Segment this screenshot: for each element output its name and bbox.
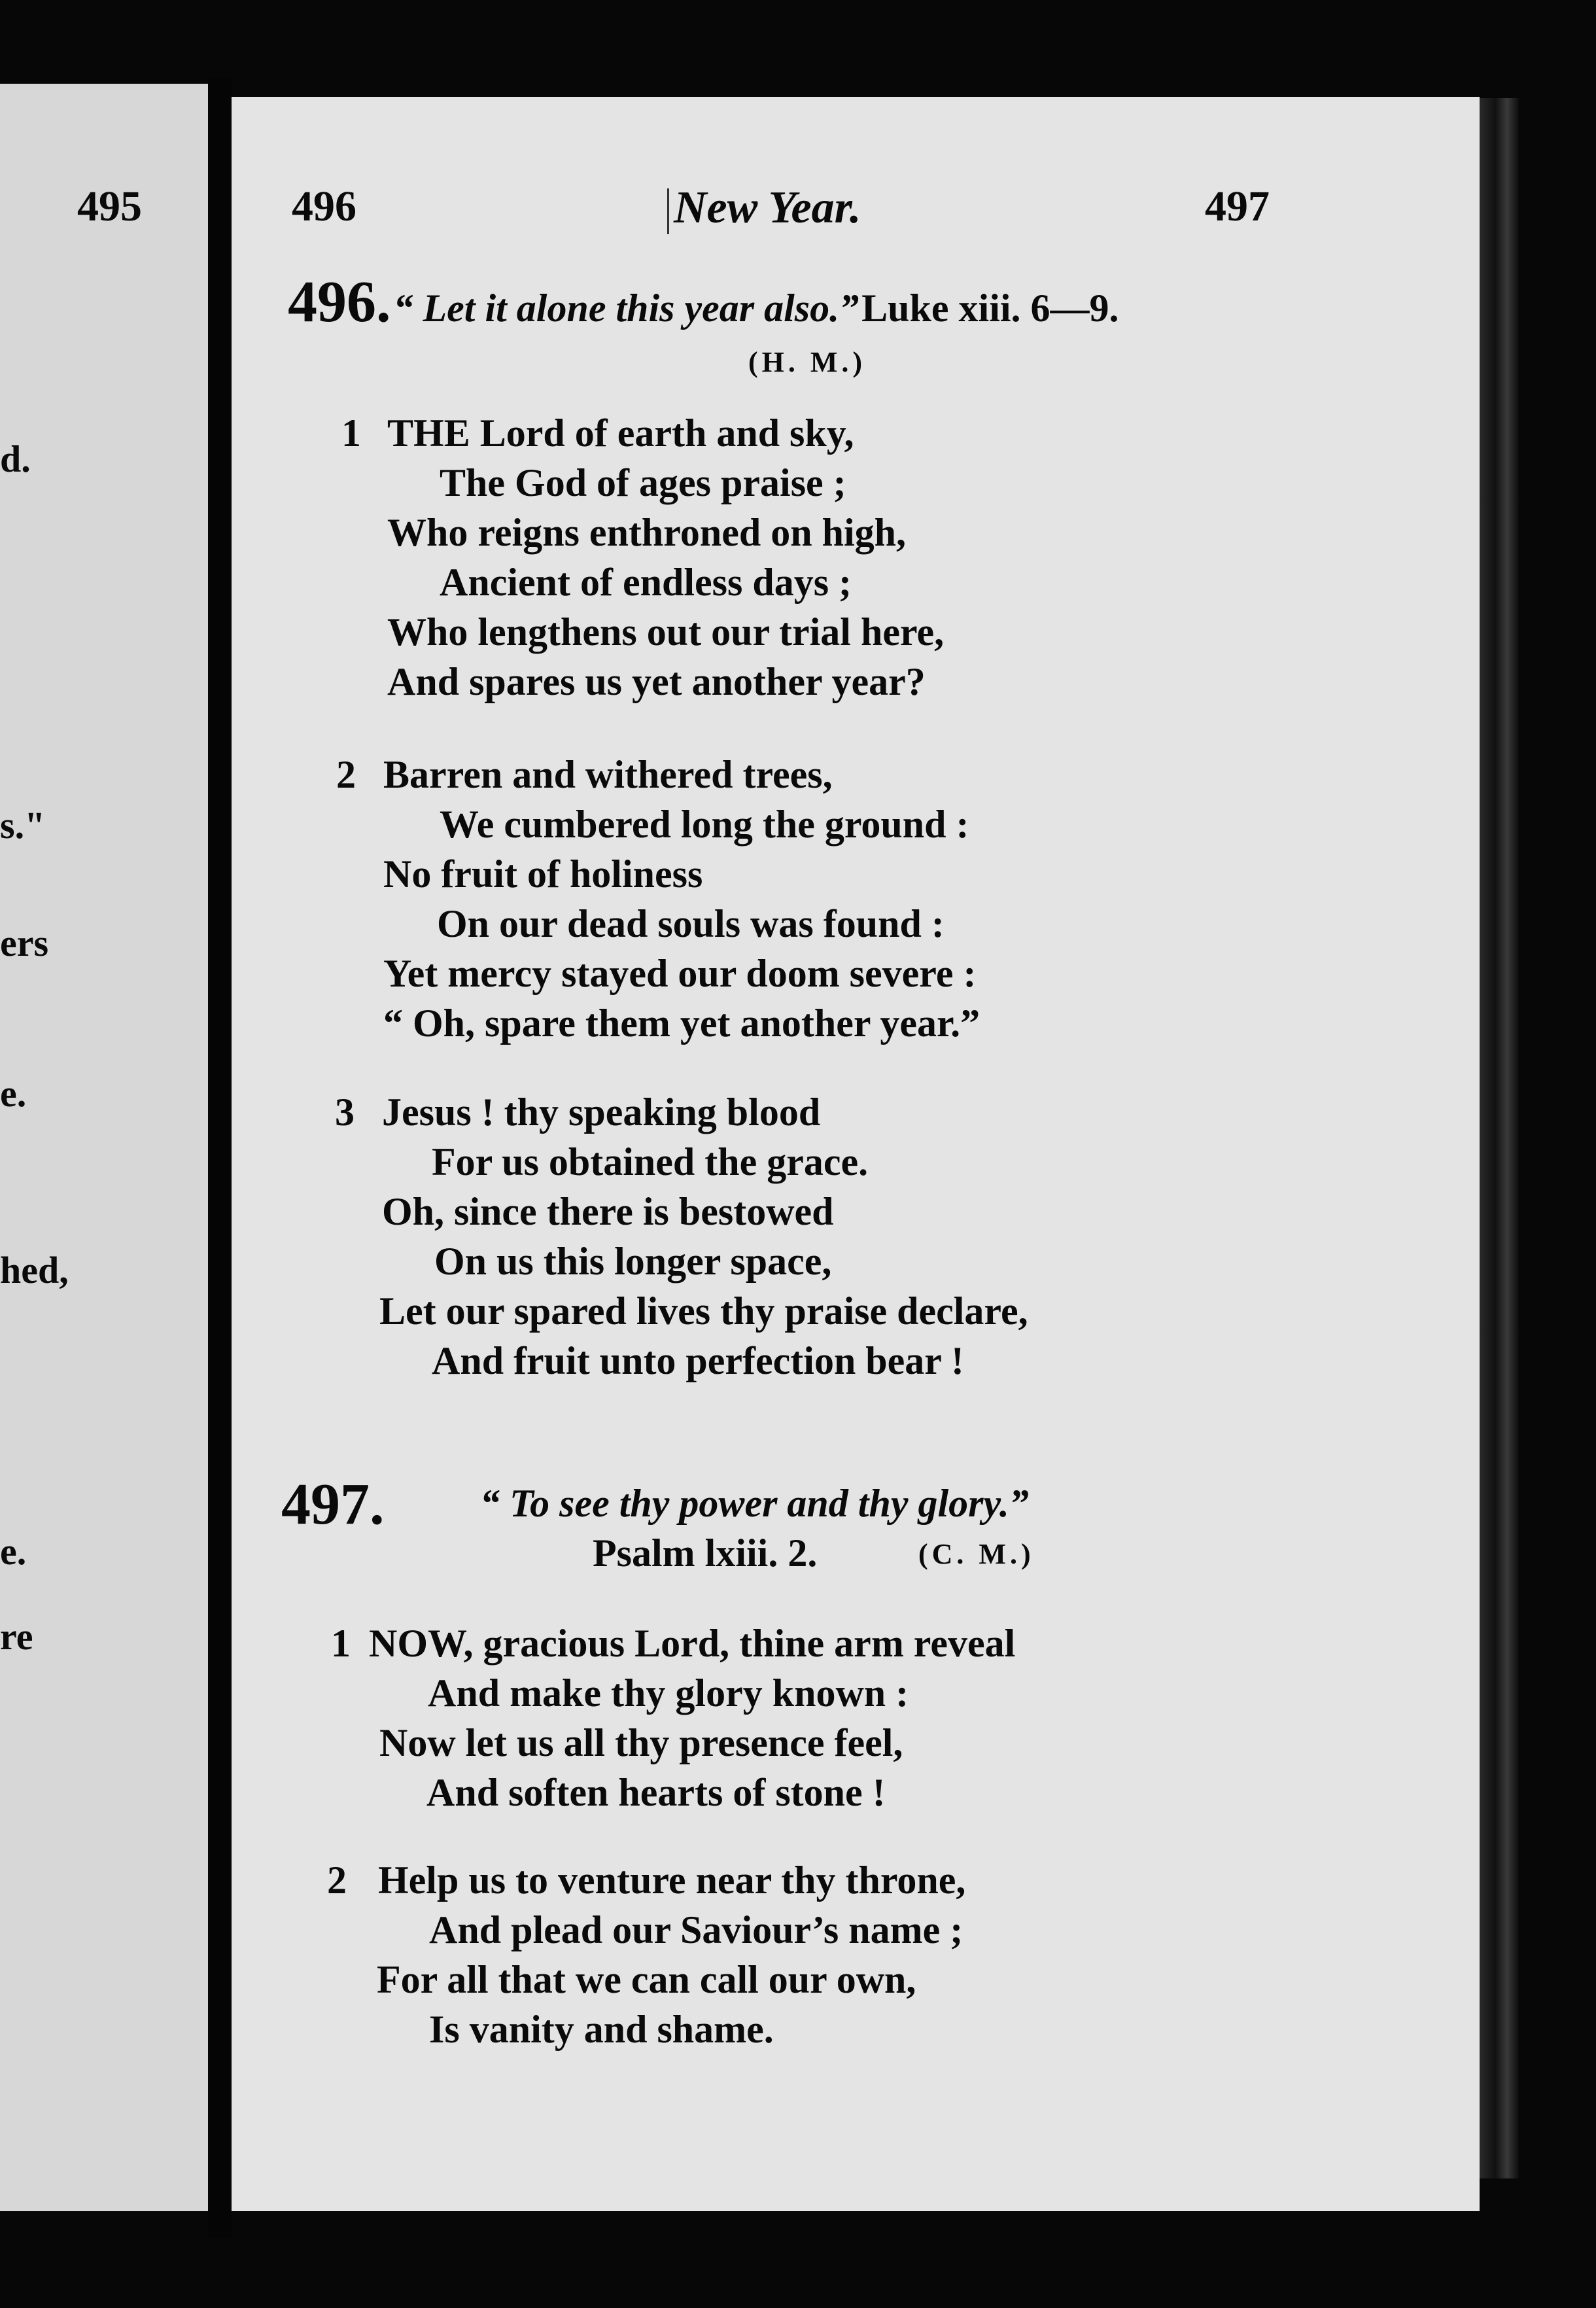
header-title: New Year. [674,183,861,233]
hymn-reference: Psalm lxiii. 2. [593,1531,818,1575]
verse-line: “ Oh, spare them yet another year.” [383,1002,980,1045]
left-page-fragment: ers [0,922,49,964]
hymn-reference-line [593,1531,817,1576]
page-edge [1480,98,1519,2178]
left-page [0,84,208,2211]
left-page-fragment: e. [0,1072,27,1115]
left-page-fragment: e. [0,1530,27,1573]
verse-line: And spares us yet another year? [387,660,926,703]
verse-line: No fruit of holiness [383,852,703,896]
verse-line: And plead our Saviour’s name ; [429,1908,963,1951]
verse-line: Jesus ! thy speaking blood [382,1091,821,1134]
verse-line: Oh, since there is bestowed [382,1190,834,1233]
verse-line: Who lengthens out our trial here, [387,610,945,654]
verse-line: We cumbered long the ground : [440,803,969,846]
hymn-title-line [480,1481,1029,1526]
verse-line: On our dead souls was found : [437,902,945,945]
left-page-fragment: d. [0,438,31,480]
verse-line: And make thy glory known : [428,1671,909,1715]
verse-line: For all that we can call our own, [377,1958,916,2001]
verse-line: Let our spared lives thy praise declare, [379,1289,1028,1333]
verse-line: Is vanity and shame. [429,2008,774,2051]
hymn-number: 496. [288,270,391,334]
stanza-number: 1 [341,411,361,455]
hymn-title: “ To see thy power and thy glory.” [480,1482,1029,1525]
book-gutter [208,79,232,2237]
verse-line: And fruit unto perfection bear ! [432,1339,964,1382]
verse-line: On us this longer space, [434,1240,832,1283]
verse-line: Ancient of endless days ; [440,561,852,604]
hymn-heading [281,1471,385,1538]
hymn-number: 497. [281,1472,385,1537]
left-page-fragment: s." [0,804,46,847]
stanza-number: 3 [335,1091,355,1134]
verse-line: For us obtained the grace. [432,1140,869,1183]
header-right-number: 497 [1205,183,1270,230]
hymn-meter: (H. M.) [748,346,867,378]
hymn-title: “ Let it alone this year also.” [393,287,859,330]
hymn-meter: (C. M.) [918,1538,1035,1570]
left-page-fragment: re [0,1615,33,1658]
left-page-number: 495 [77,183,142,230]
hymn-reference: Luke xiii. 6—9. [861,287,1119,330]
running-header [232,182,1480,241]
verse-line: Now let us all thy presence feel, [379,1721,903,1764]
verse-line: NOW, gracious Lord, thine arm reveal [369,1622,1016,1665]
stanza-number: 1 [331,1622,351,1665]
left-page-fragment: hed, [0,1249,69,1291]
right-page [232,97,1480,2211]
verse-line: The God of ages praise ; [440,461,846,504]
verse-line: Help us to venture near thy throne, [378,1859,966,1902]
header-divider [667,188,669,234]
verse-line: THE Lord of earth and sky, [387,411,854,455]
verse-line: Yet mercy stayed our doom severe : [383,952,977,995]
verse-line: Who reigns enthroned on high, [387,511,906,554]
header-left-number: 496 [292,183,356,230]
verse-line: Barren and withered trees, [383,753,833,796]
stanza-number: 2 [327,1859,347,1902]
stanza-number: 2 [336,753,356,796]
hymn-heading [288,268,1119,336]
verse-line: And soften hearts of stone ! [426,1771,886,1814]
